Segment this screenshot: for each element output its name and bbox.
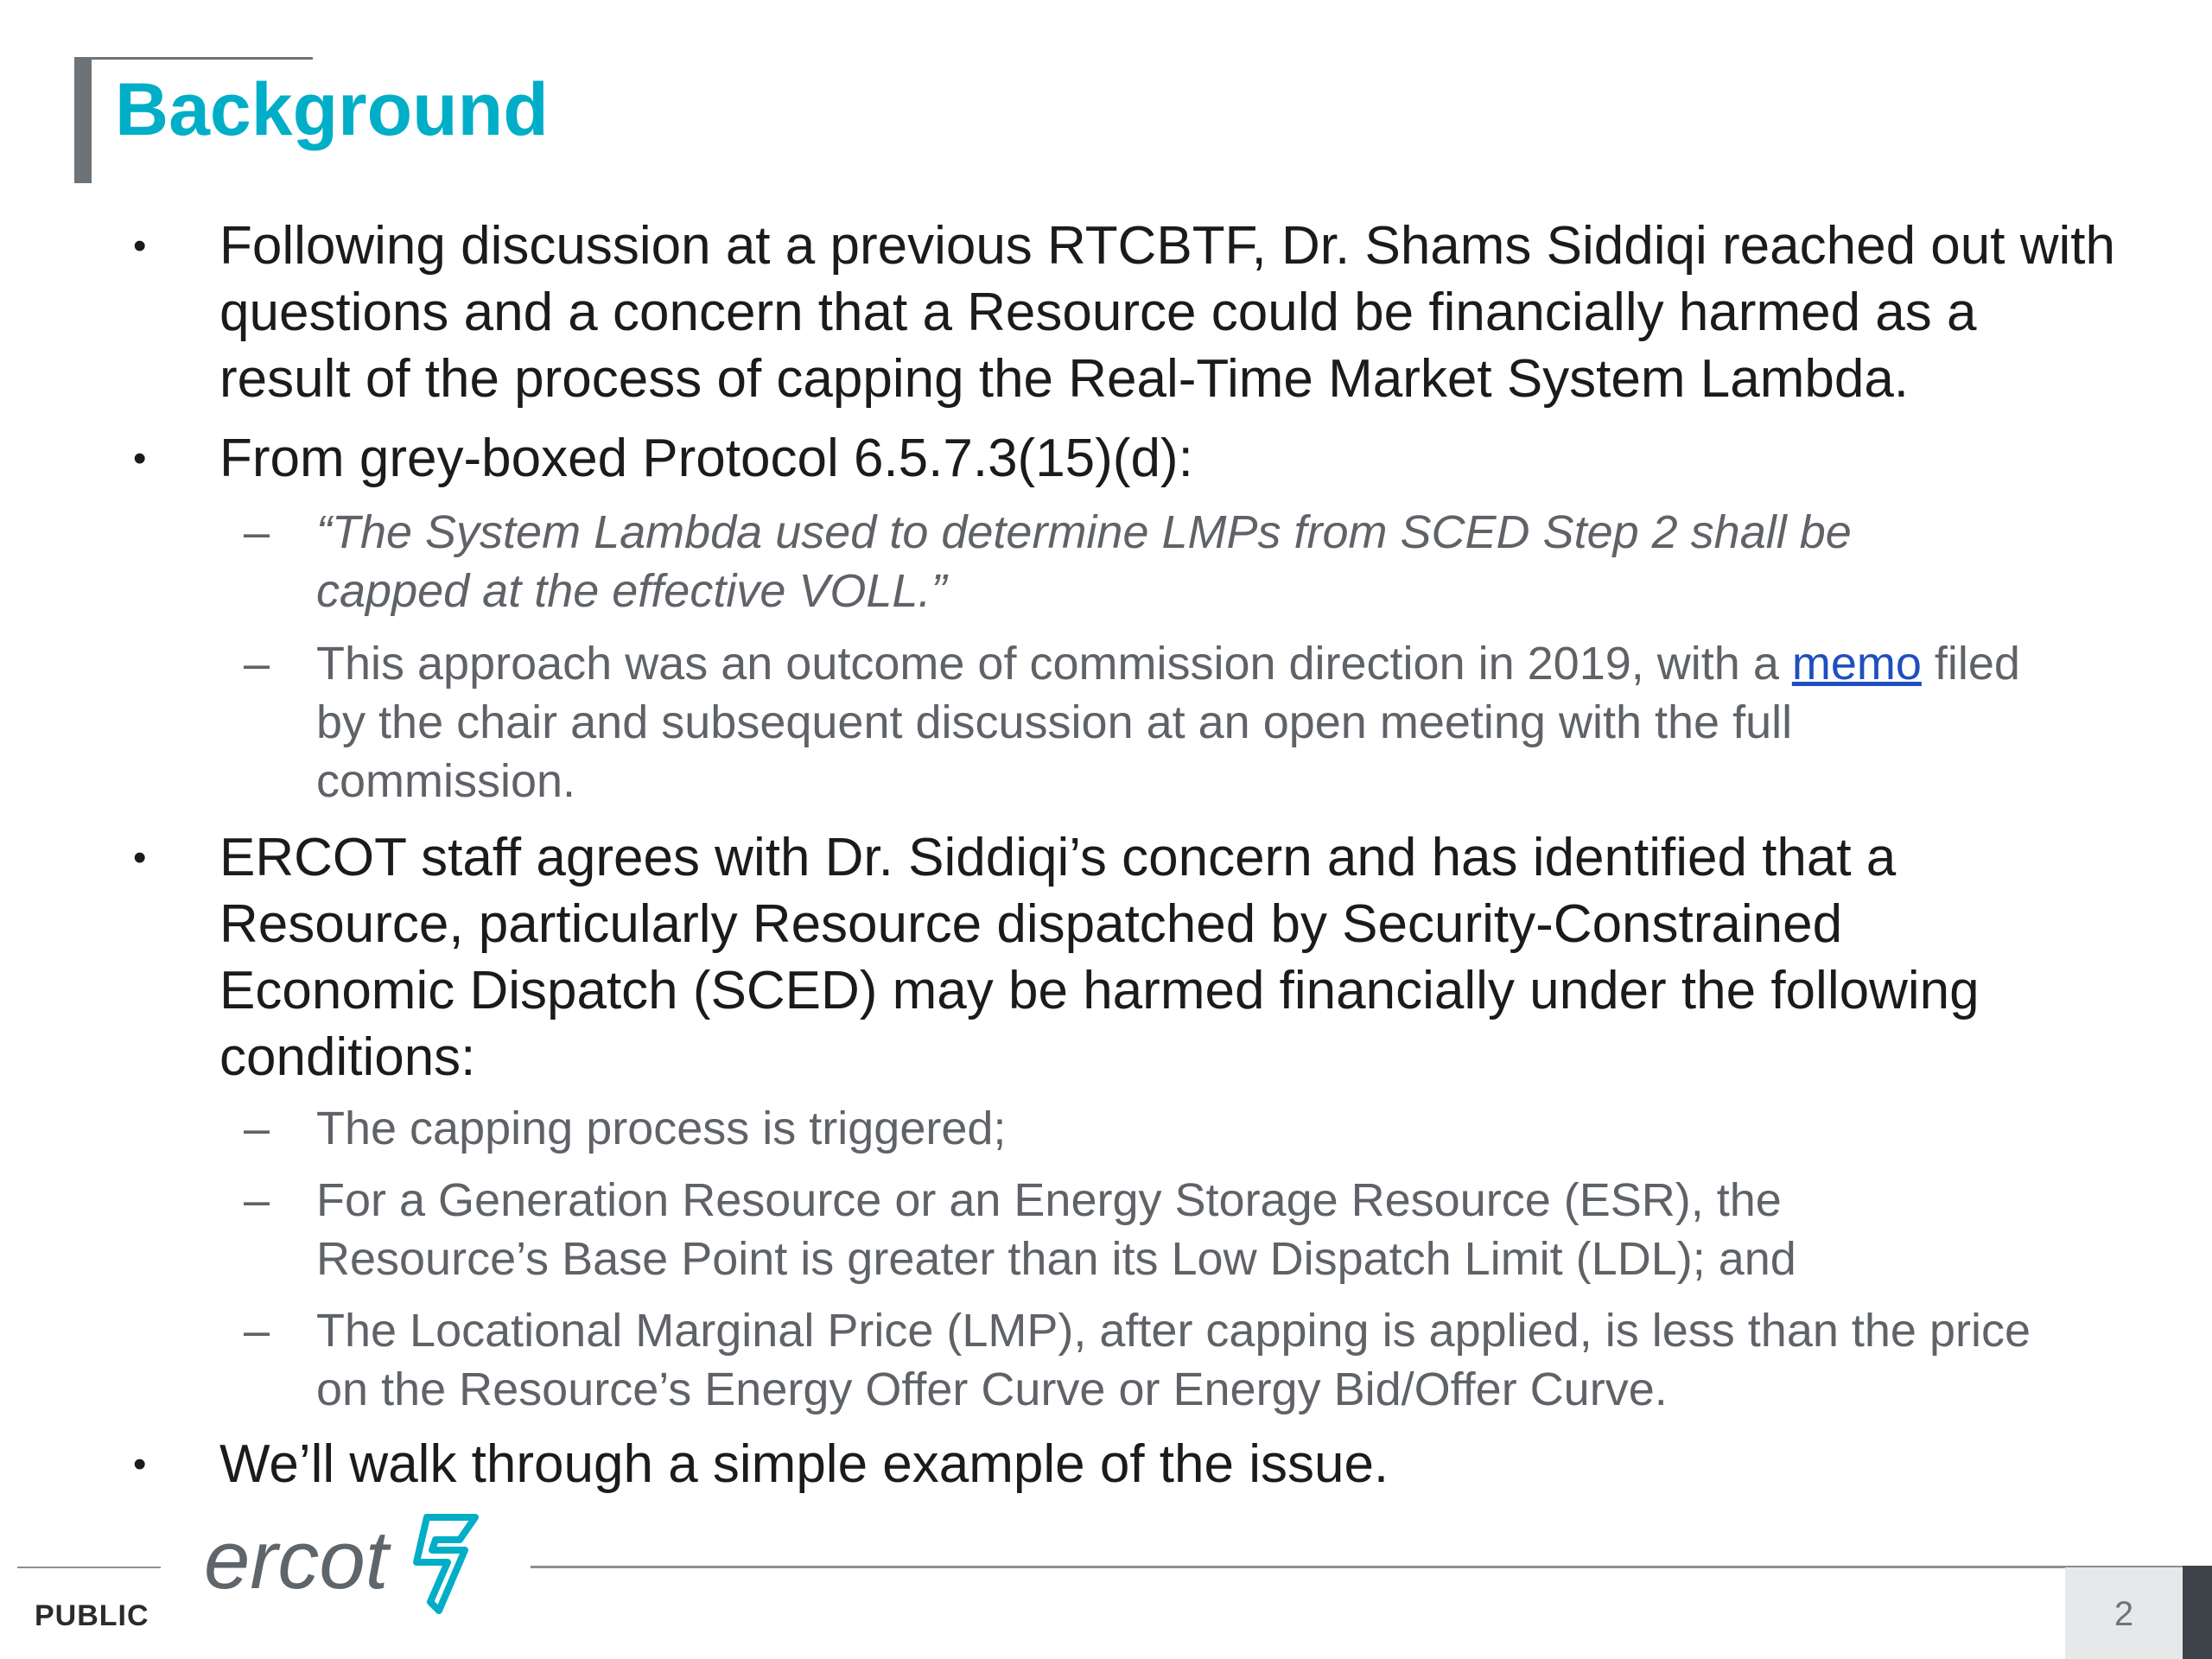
classification-label: PUBLIC: [35, 1599, 149, 1632]
bullet-item: [133, 213, 2120, 412]
bullet-glyph: •: [133, 225, 147, 267]
sub-bullet-text: The capping process is triggered;: [316, 1103, 1007, 1154]
dash-glyph: –: [244, 638, 270, 690]
bullet-text: We’ll walk through a simple example of the issue.: [219, 1434, 1389, 1494]
protocol-quote: “The System Lambda used to determine LMPs from SCED Step 2 shall be capped at the effective VOLL.”: [316, 506, 1852, 617]
dash-glyph: –: [244, 1174, 270, 1226]
sub-bullet-item: [244, 1301, 2044, 1419]
sub-bullet-item: [244, 1171, 1958, 1288]
sub-bullet-text: The Locational Marginal Price (LMP), after capping is applied, is less than the price on the Resource’s Energy Offer Curve or Energy Bid/Offer Curve.: [316, 1305, 2031, 1415]
sub-bullet-item: [244, 1099, 2044, 1158]
slide-title: Background: [115, 68, 549, 151]
bullet-glyph: •: [133, 836, 147, 879]
dash-glyph: –: [244, 1103, 270, 1154]
ercot-logo: [200, 1509, 494, 1621]
title-accent-bar: [74, 57, 92, 183]
bullet-item: [133, 425, 2120, 492]
title-accent-line: [74, 57, 313, 60]
sub-bullet-item: [244, 634, 2044, 810]
bullet-item: [133, 1431, 2120, 1497]
page-edge-bar: [2183, 1566, 2212, 1659]
bullet-text: From grey-boxed Protocol 6.5.7.3(15)(d):: [219, 429, 1193, 488]
page-number: 2: [2113, 1595, 2134, 1633]
dash-glyph: –: [244, 1305, 270, 1357]
sub-bullet-text: For a Generation Resource or an Energy Storage Resource (ESR), the Resource’s Base Point is greater than its Low Dispatch Limit (LDL); and: [316, 1174, 1796, 1285]
bullet-text: Following discussion at a previous RTCBTF, Dr. Shams Siddiqi reached out with questions and a concern that a Resource could be financially harmed as a result of the process of capping the Real-Time Market System Lambda.: [219, 216, 2115, 409]
bullet-text: ERCOT staff agrees with Dr. Siddiqi’s concern and has identified that a Resource, particularly Resource dispatched by Security-Constrained Economic Dispatch (SCED) may be harmed financially under the following conditions:: [219, 828, 1980, 1087]
bullet-item: [133, 824, 2086, 1090]
bullet-glyph: •: [133, 437, 147, 480]
footer-rule-left: [17, 1567, 161, 1568]
sub-bullet-text: filed by the chair and subsequent discussion at an open meeting with the full commission.: [316, 638, 2020, 807]
dash-glyph: –: [244, 506, 270, 558]
logo-bolt-icon: [416, 1517, 475, 1611]
sub-bullet-text: This approach was an outcome of commission direction in 2019, with a: [316, 638, 1792, 690]
logo-wordmark: ercot: [204, 1514, 389, 1606]
sub-bullet-item: [244, 503, 1958, 620]
bullet-glyph: •: [133, 1443, 147, 1485]
memo-link[interactable]: memo: [1791, 638, 1922, 690]
footer-rule-right: [531, 1566, 2183, 1568]
